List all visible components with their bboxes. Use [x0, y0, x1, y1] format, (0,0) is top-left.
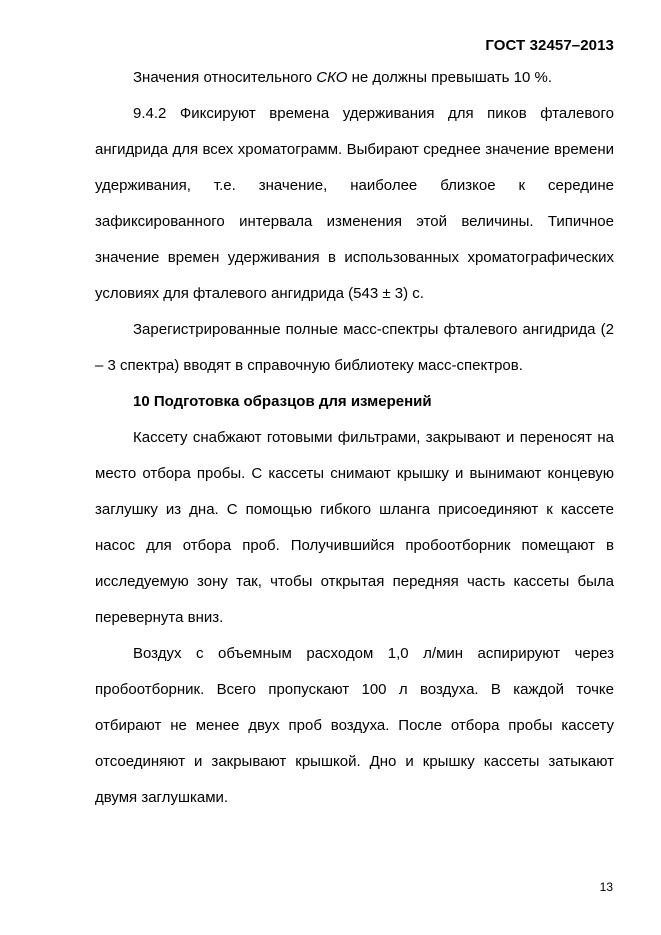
- paragraph-cassette-preparation: Кассету снабжают готовыми фильтрами, закрывают и переносят на место отбора пробы. С кассеты снимают крышку и вынимают концевую заглушку из дна. С помощью гибкого шланга присоединяют к кассете насос для отбора проб. Получившийся пробоотборник помещают в исследуемую зону так, чтобы открытая передняя часть кассеты была перевернута вниз.: [95, 429, 614, 626]
- paragraph-rsd-text-end: не должны превышать 10 %.: [347, 69, 552, 86]
- paragraph-air-sampling: Воздух с объемным расходом 1,0 л/мин аспирируют через пробоотборник. Всего пропускают 100 л воздуха. В каждой точке отбирают не менее двух проб воздуха. После отбора пробы кассету отсоединяют и закрывают крышкой. Дно и крышку кассеты затыкают двумя заглушками.: [95, 645, 614, 806]
- paragraph-retention-times: 9.4.2 Фиксируют времена удерживания для пиков фталевого ангидрида для всех хроматограмм. Выбирают среднее значение времени удерживания, т.е. значение, наиболее близкое к середине зафиксированного интервала изменения этой величины. Типичное значение времен удерживания в использованных хроматографических условиях для фталевого ангидрида (543 ± 3) с.: [95, 105, 614, 302]
- paragraph-rsd-limit: [95, 60, 614, 96]
- page-body: [95, 60, 614, 816]
- section-heading: 10 Подготовка образцов для измерений: [133, 393, 432, 410]
- page-number: 13: [599, 880, 613, 894]
- paragraph-mass-spectra: Зарегистрированные полные масс-спектры фталевого ангидрида (2 – 3 спектра) вводят в справочную библиотеку масс-спектров.: [95, 321, 614, 374]
- document-code: ГОСТ 32457–2013: [485, 37, 614, 54]
- paragraph-rsd-abbreviation: СКО: [316, 69, 348, 86]
- paragraph-rsd-text-start: Значения относительного: [133, 69, 317, 86]
